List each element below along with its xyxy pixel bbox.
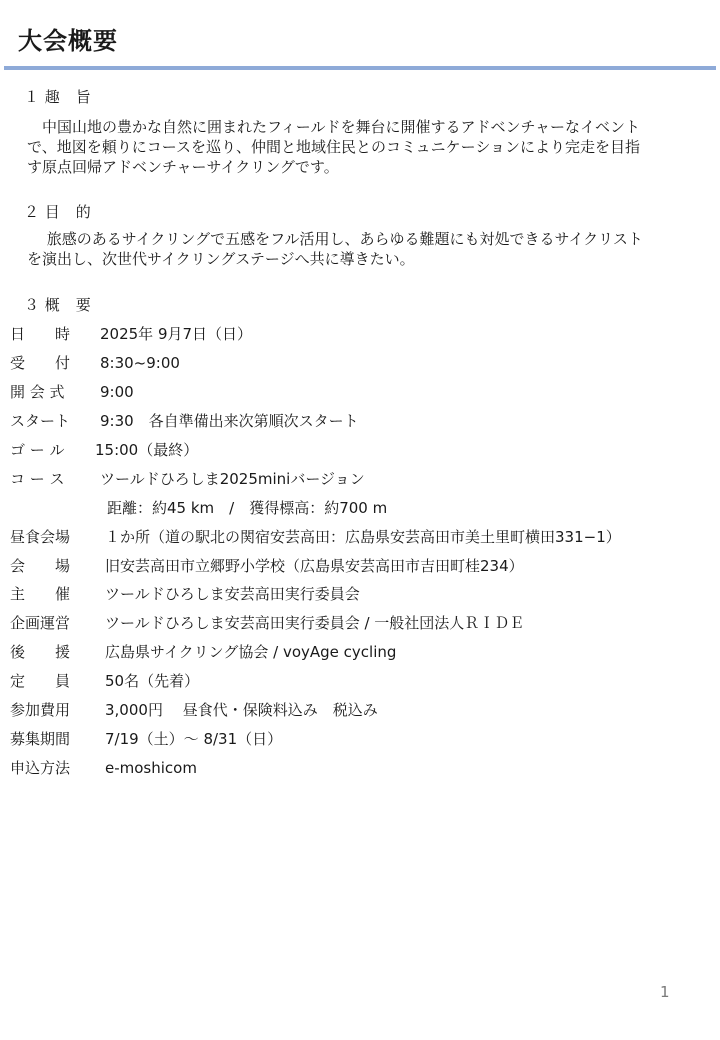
row-label: 昼食会場 xyxy=(10,528,71,546)
row-value: 8:30~9:00 xyxy=(100,354,180,372)
overview-row-course-detail xyxy=(10,496,710,520)
overview-row-date xyxy=(10,322,710,346)
row-value: １か所（道の駅北の関宿安芸高田：広島県安芸高田市美土里町横田331−1） xyxy=(105,528,621,546)
row-value: 15:00（最終） xyxy=(95,441,199,459)
row-value: ツールドひろしま2025miniバージョン xyxy=(100,470,365,488)
overview-row-reception xyxy=(10,351,710,375)
row-label: ゴ ー ル xyxy=(10,441,65,459)
title-divider xyxy=(4,66,716,70)
overview-row-planning xyxy=(10,611,710,635)
overview-row-start xyxy=(10,409,710,433)
row-label: 申込方法 xyxy=(10,759,71,777)
row-label: 開 会 式 xyxy=(10,383,65,401)
page-title: 大会概要 xyxy=(18,27,118,55)
row-value: 7/19（土）～ 8/31（日） xyxy=(105,730,283,748)
section-heading-objective: ２ 目 的 xyxy=(24,203,92,221)
row-label: スタート xyxy=(10,412,71,430)
overview-row-fee xyxy=(10,698,710,722)
row-label: 募集期間 xyxy=(10,730,71,748)
row-label: 受 付 xyxy=(10,354,71,372)
row-label: 後 援 xyxy=(10,643,71,661)
overview-row-support xyxy=(10,640,710,664)
row-value: e-moshicom xyxy=(105,759,197,777)
overview-row-recruitment-period xyxy=(10,727,710,751)
row-value: 9:30 各自準備出来次第順次スタート xyxy=(100,412,359,430)
overview-row-goal xyxy=(10,438,710,462)
row-label: 定 員 xyxy=(10,672,71,690)
row-value: 3,000円 昼食代・保険料込み 税込み xyxy=(105,701,378,719)
section-heading-overview: ３ 概 要 xyxy=(24,296,92,314)
overview-row-capacity xyxy=(10,669,710,693)
overview-row-opening xyxy=(10,380,710,404)
row-label: 主 催 xyxy=(10,585,71,603)
row-value: 9:00 xyxy=(100,383,134,401)
overview-row-organizer xyxy=(10,582,710,606)
row-label: 参加費用 xyxy=(10,701,71,719)
page-number: 1 xyxy=(660,983,670,1001)
row-label: 企画運営 xyxy=(10,614,71,632)
purpose-paragraph: 中国山地の豊かな自然に囲まれたフィールドを舞台に開催するアドベンチャーなイベント で、地図を頼りにコースを巡り、仲間と地域住民とのコミュニケーションにより完走を目指 す原点回帰アドベンチャーサイクリングです。 xyxy=(27,118,641,176)
row-label: 会 場 xyxy=(10,557,71,575)
overview-row-course xyxy=(10,467,710,491)
overview-row-application-method xyxy=(10,756,710,780)
row-value: ツールドひろしま安芸高田実行委員会 xyxy=(105,585,360,603)
row-value: 旧安芸高田市立郷野小学校（広島県安芸高田市吉田町桂234） xyxy=(105,557,524,575)
section-heading-purpose: １ 趣 旨 xyxy=(24,88,92,106)
row-label: コ ー ス xyxy=(10,470,65,488)
overview-row-lunch-venue xyxy=(10,525,710,549)
row-value: 広島県サイクリング協会 / voyAge cycling xyxy=(105,643,397,661)
row-value: 50名（先着） xyxy=(105,672,200,690)
overview-row-venue xyxy=(10,554,710,578)
row-value: 2025年 9月7日（日） xyxy=(100,325,253,343)
row-label: 日 時 xyxy=(10,325,71,343)
row-value: ツールドひろしま安芸高田実行委員会 / 一般社団法人ＲＩＤＥ xyxy=(105,614,525,632)
row-value: 距離：約45 km / 獲得標高：約700 m xyxy=(107,499,388,517)
objective-paragraph: 旅感のあるサイクリングで五感をフル活用し、あらゆる難題にも対処できるサイクリスト を演出し、次世代サイクリングステージへ共に導きたい。 xyxy=(27,230,643,268)
